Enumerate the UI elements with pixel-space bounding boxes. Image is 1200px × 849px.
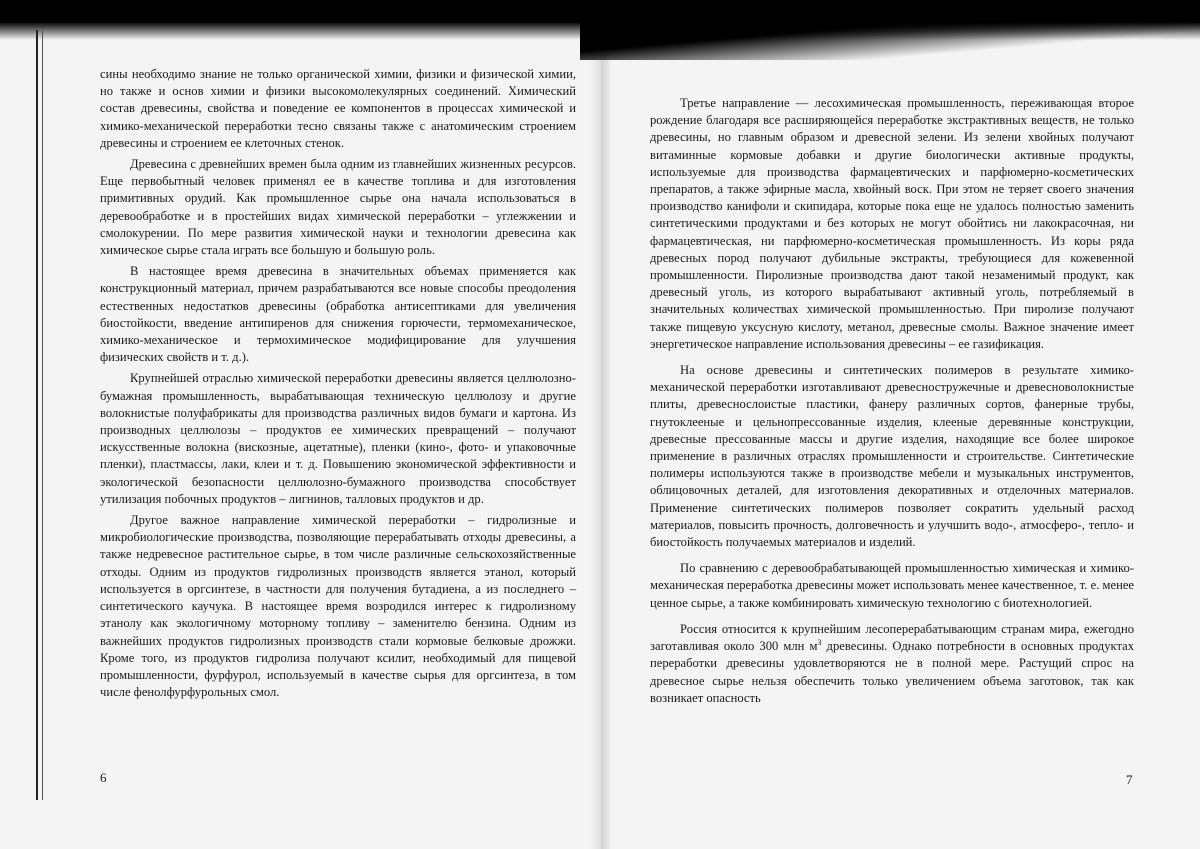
right-page	[650, 95, 1134, 707]
right-paragraph-1: Третье направление — лесохимическая промышленность, переживающая второе рождение благодаря все расширяющейся переработке экстрактивных веществ, не только древесины, но главным образом и древесной зелени. Из зелени хвойных получают витаминные кормовые добавки и другие биологически активные продукты, используемые для производства фармацевтических и парфюмерно-косметических препаратов, а также эфирные масла, хвойный воск. При этом не теряет своего значения производство канифоли и скипидара, которые пока еще не удалось полностью заменить синтетическими продуктами и без которых не могут обойтись ни лакокрасочная, ни фармацевтическая, ни парфюмерно-косметическая промышленность. Из коры ряда древесных пород получают дубильные экстракты, требующиеся для кожевенной промышленности. Пиролизные производства дают такой незаменимый продукт, как древесный уголь, из которого вырабатывают активный уголь, потребляемый в значительных количествах химической промышленностью. При пиролизе получают также пищевую уксусную кислоту, метанол, древесные смолы. Важное значение имеет энергетическое направление использования древесины – ее газификация.	[650, 96, 1134, 351]
cubic-superscript: 3	[817, 637, 822, 647]
left-page	[100, 66, 576, 701]
left-paragraph-4: Крупнейшей отраслью химической переработки древесины является целлюлозно-бумажная промышленность, вырабатывающая техническую целлюлозу и другие волокнистые полуфабрикаты для производства различных видов бумаги и картона. Из производных целлюлозы – продуктов ее химических превращений – получают искусственные волокна (вискозные, ацетатные), пленки (кино-, фото- и упаковочные пленки), пластмассы, лаки, клеи и т. д. Повышению экономической эффективности и экологической безопасности целлюлозно-бумажного производства способствует утилизация побочных продуктов – лигнинов, талловых продуктов и др.	[100, 371, 576, 506]
left-page-edge	[36, 30, 38, 800]
left-paragraph-1: сины необходимо знание не только органической химии, физики и физической химии, но также и основ химии и физики высокомолекулярных соединений. Химический состав древесины, свойства и поведение ее компонентов в процессах химической и химико-механической переработки тесно связаны также с анатомическим строением древесины и строением ее клеточных стенок.	[100, 67, 576, 150]
left-paragraph-3: В настоящее время древесина в значительных объемах применяется как конструкционный материал, причем разрабатываются все новые способы преодоления естественных недостатков древесины (обработка антисептиками для увеличения биостойкости, введение антипиренов для снижения горючести, термомеханическое, химико-механическое и термохимическое модифицирование для улучшения физических свойств и т. д.).	[100, 264, 576, 365]
right-paragraph-4	[650, 621, 1134, 707]
right-paragraph-4-end: древесины. Однако потребности в основных продуктах переработки древесины удовлетворяются не в полной мере. Растущий спрос на древесное сырье нельзя обеспечить только увеличением объема заготовок, так как возникает опасность	[650, 639, 1134, 705]
right-paragraph-4-start: Россия относится к крупнейшим лесоперерабатывающим странам мира, ежегодно заготавливая около 300 млн м	[650, 621, 1134, 654]
left-page-number: 6	[100, 770, 107, 785]
right-page-number: 7	[1126, 772, 1133, 787]
right-paragraph-2: На основе древесины и синтетических полимеров в результате химико-механической переработки изготавливают древесностружечные и древесноволокнистые плиты, древеснослоистые пластики, фанеру различных сортов, фанерные трубы, гнутоклееные и цельнопрессованные изделия, клееные деревянные конструкции, древесные прессованные массы и другие изделия, находящие все более широкое применение в различных отраслях промышленности и строительстве. Синтетические полимеры используются также в производстве мебели и музыкальных инструментов, облицовочных деталей, для изготовления декоративных и отделочных материалов. Применение синтетических полимеров позволяет сократить удельный расход материалов, повысить прочность, долговечность и улучшить водо-, атмосферо-, тепло- и биостойкость получаемых материалов и изделий.	[650, 363, 1134, 550]
left-paragraph-5: Другое важное направление химической переработки – гидролизные и микробиологические производства, позволяющие перерабатывать отходы древесины, а также недревесное растительное сырье, в том числе различные сельскохозяйственные отходы. Одним из продуктов гидролизных производств является этанол, который используется в оргсинтезе, в частности для получения бутадиена, а из последнего – синтетического каучука. В настоящее время возродился интерес к гидролизному этанолу как экологичному моторному топливу – заменителю бензина. Одним из важнейших продуктов гидролизных производств стали кормовые белковые дрожжи. Кроме того, из продуктов гидролиза получают ксилит, необходимый для пищевой промышленности, фурфурол, используемый в качестве сырья для оргсинтеза, в том числе фенолфурфурольных смол.	[100, 513, 576, 700]
right-paragraph-3: По сравнению с деревообрабатывающей промышленностью химическая и химико-механическая переработка древесины может использовать менее качественное, т. е. менее ценное сырье, а также комбинировать химическую технологию с биотехнологией.	[650, 561, 1134, 610]
left-page-edge-inner	[42, 30, 43, 800]
left-paragraph-2: Древесина с древнейших времен была одним из главнейших жизненных ресурсов. Еще первобытный человек применял ее в качестве топлива и для изготовления примитивных орудий. Как промышленное сырье она начала использоваться в деревообработке и в простейших видах химической переработки – углежжении и смолокурении. По мере развития химической науки и технологии древесина как химическое сырье стала играть все большую и большую роль.	[100, 157, 576, 258]
book-spine	[590, 20, 612, 849]
scan-top-right-shadow	[580, 0, 1200, 60]
